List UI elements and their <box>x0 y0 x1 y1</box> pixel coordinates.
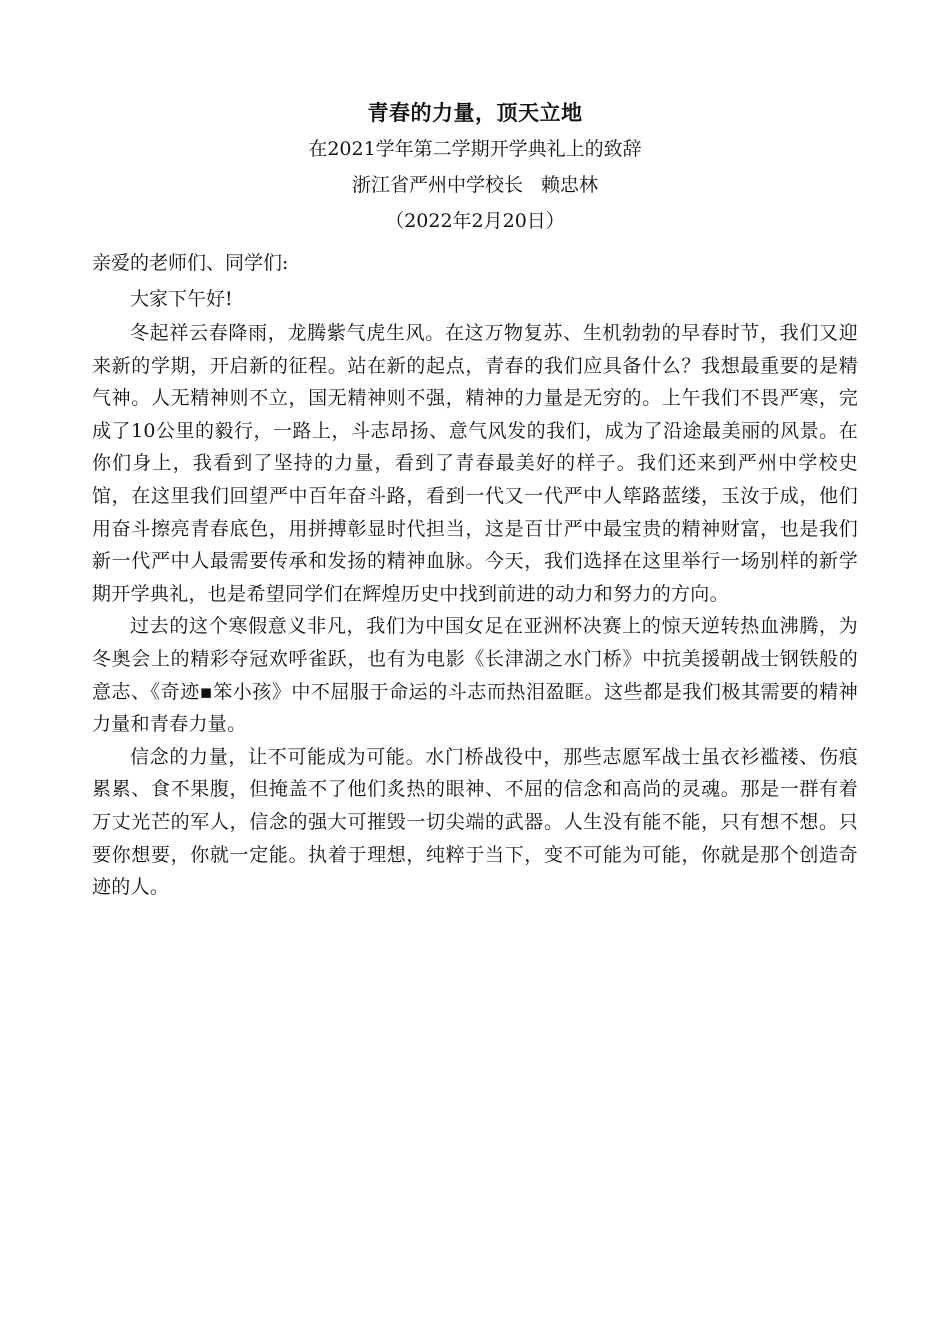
salutation: 亲爱的老师们、同学们: <box>92 252 289 274</box>
greeting: 大家下午好! <box>130 288 233 310</box>
document-title: 青春的力量，顶天立地 <box>367 100 583 125</box>
body-paragraph-2: 过去的这个寒假意义非凡，我们为中国女足在亚洲杯决赛上的惊天逆转热血沸腾，为冬奥会上的精彩夺冠欢呼雀跃，也有为电影《长津湖之水门桥》中抗美援朝战士钢铁般的意志、《奇迹▪笨小孩》中不屈服于命运的斗志而热泪盈眶。这些都是我们极其需要的精神力量和青春力量。 <box>92 615 858 736</box>
body-paragraph-3: 信念的力量，让不可能成为可能。水门桥战役中，那些志愿军战士虽衣衫褴褛、伤痕累累、食不果腹，但掩盖不了他们炙热的眼神、不屈的信念和高尚的灵魂。那是一群有着万丈光芒的军人，信念的强大可摧毁一切尖端的武器。人生没有能不能，只有想不想。只要你想要，你就一定能。执着于理想，纯粹于当下，变不可能为可能，你就是那个创造奇迹的人。 <box>92 745 858 899</box>
document-author: 浙江省严州中学校长 赖忠林 <box>351 174 599 196</box>
body-paragraph-1: 冬起祥云春降雨，龙腾紫气虎生风。在这万物复苏、生机勃勃的早春时节，我们又迎来新的学期，开启新的征程。站在新的起点，青春的我们应具备什么？我想最重要的是精气神。人无精神则不立，国无精神则不强，精神的力量是无穷的。上午我们不畏严寒，完成了10公里的毅行，一路上，斗志昂扬、意气风发的我们，成为了沿途最美丽的风景。在你们身上，我看到了坚持的力量，看到了青春最美好的样子。我们还来到严州中学校史馆，在这里我们回望严中百年奋斗路，看到一代又一代严中人筚路蓝缕，玉汝于成，他们用奋斗擦亮青春底色，用拼搏彰显时代担当，这是百廿严中最宝贵的精神财富，也是我们新一代严中人最需要传承和发扬的精神血脉。今天，我们选择在这里举行一场别样的新学期开学典礼，也是希望同学们在辉煌历史中找到前进的动力和努力的方向。 <box>92 322 858 605</box>
document-date: （2022年2月20日） <box>385 210 565 232</box>
document-page <box>92 95 858 904</box>
document-subtitle: 在2021学年第二学期开学典礼上的致辞 <box>308 138 642 160</box>
